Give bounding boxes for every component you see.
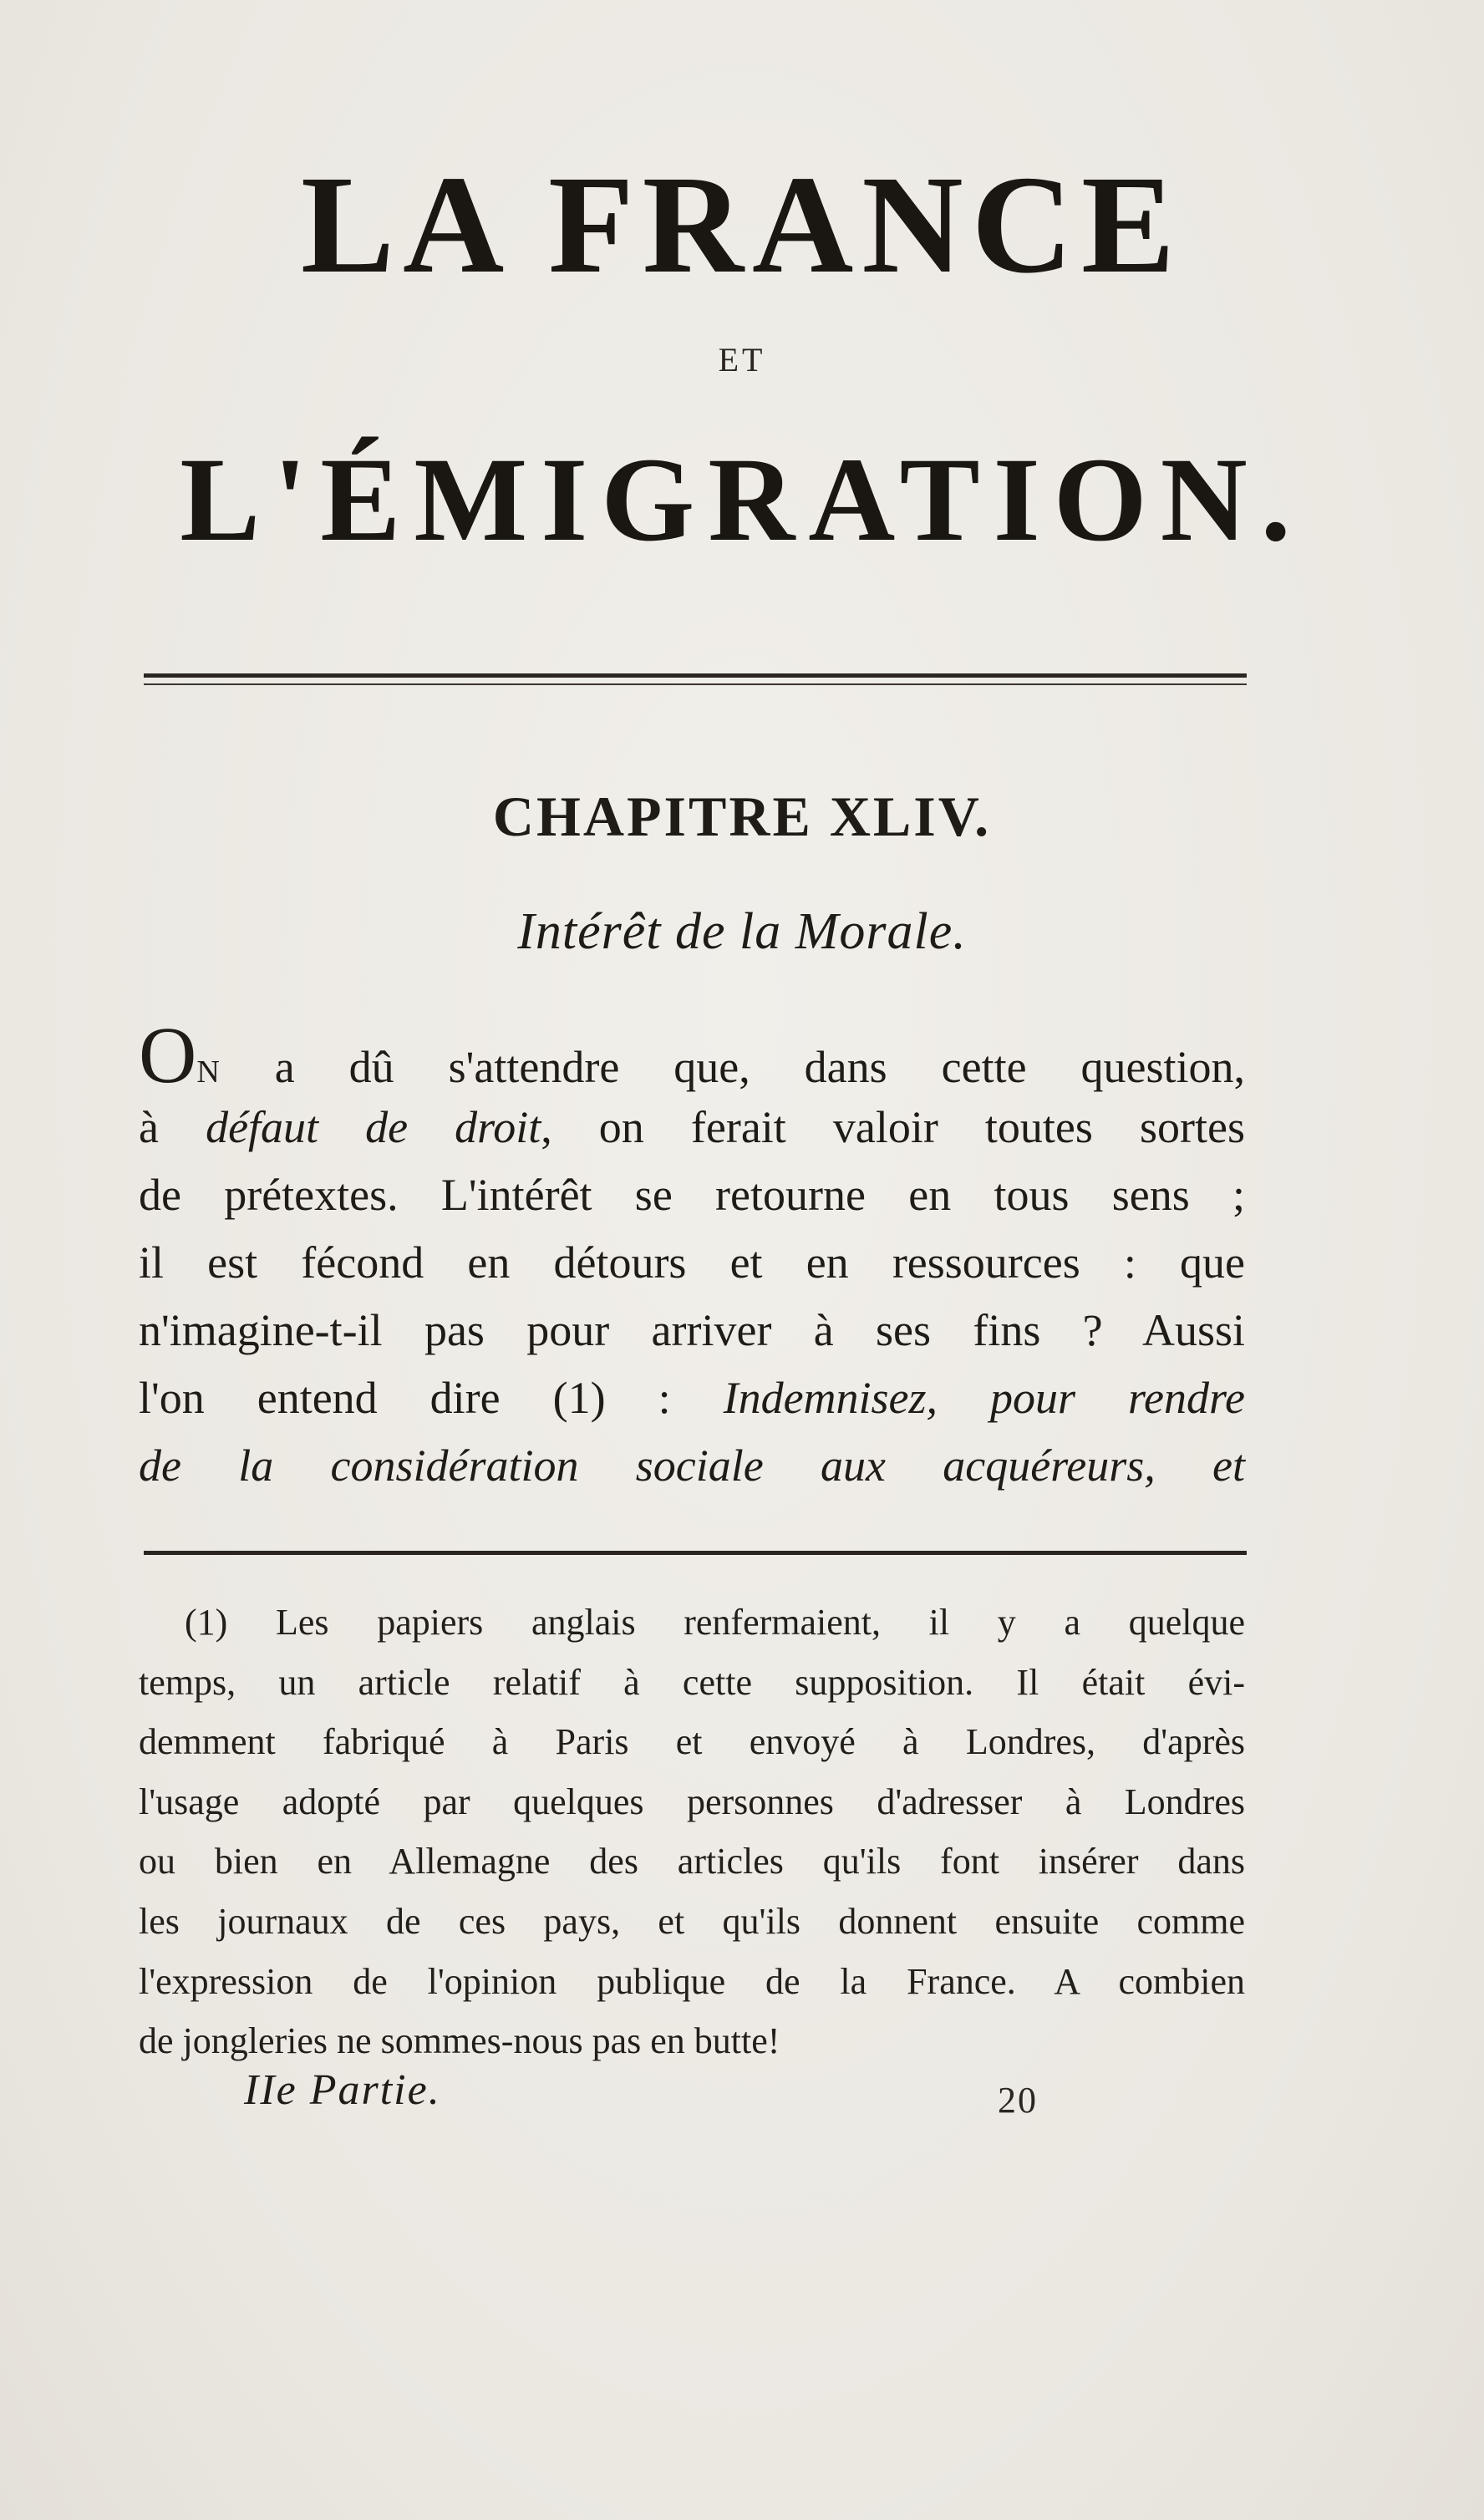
small-caps: N [196, 1054, 221, 1090]
body-line-7 [139, 1432, 1245, 1500]
footnote-line: l'usage adopté par quelques personnes d'adresser à Londres [139, 1781, 1245, 1822]
rule-thin [144, 683, 1247, 685]
body-text: , et [1144, 1440, 1245, 1491]
footnote-line: de jongleries ne sommes-nous pas en butte! [139, 2020, 780, 2062]
body-line-4: il est fécond en détours et en ressources : que [139, 1237, 1245, 1288]
body-paragraph [139, 1010, 1246, 1500]
footnote-line: l'expression de l'opinion publique de la France. A combien [139, 1960, 1245, 2002]
footnote-rule [144, 1551, 1247, 1555]
footnote-line: (1) Les papiers anglais renfermaient, il y a quelque [185, 1602, 1245, 1643]
italic-phrase: défaut de droit [206, 1102, 541, 1152]
body-text: , on ferait valoir toutes sortes [541, 1102, 1245, 1152]
signature-mark: IIe Partie. [244, 2066, 441, 2114]
italic-phrase: Indemnisez, pour rendre [723, 1373, 1246, 1423]
footnote-line: demment fabriqué à Paris et envoyé à Londres, d'après [139, 1721, 1245, 1763]
body-text: a dû s'attendre que, dans cette question, [220, 1042, 1245, 1092]
page-subtitle: L'ÉMIGRATION. [180, 434, 1304, 566]
rule-thick [144, 673, 1247, 678]
page-number: 20 [998, 2080, 1038, 2121]
drop-cap: O [139, 1010, 197, 1100]
body-line-5: n'imagine-t-il pas pour arriver à ses fins ? Aussi [139, 1305, 1245, 1355]
double-rule-divider [144, 673, 1247, 688]
chapter-title: Intérêt de la Morale. [517, 903, 967, 960]
body-line-1 [139, 1010, 1245, 1100]
footnote-line: les journaux de ces pays, et qu'ils donnent ensuite comme [139, 1900, 1245, 1942]
body-text: à [139, 1102, 206, 1152]
page-title: LA FRANCE [300, 147, 1184, 302]
footnote-line: temps, un article relatif à cette supposition. Il était évi- [139, 1661, 1245, 1703]
italic-phrase: de la considération sociale aux acquéreurs [139, 1440, 1145, 1491]
body-line-3: de prétextes. L'intérêt se retourne en tous sens ; [139, 1170, 1245, 1220]
title-conjunction: ET [718, 341, 766, 379]
footnote [139, 1593, 1245, 2071]
body-text: l'on entend dire (1) : [139, 1373, 724, 1423]
body-line-2 [139, 1094, 1245, 1161]
footnote-line: ou bien en Allemagne des articles qu'ils font insérer dans [139, 1841, 1245, 1882]
chapter-heading: CHAPITRE XLIV. [492, 785, 992, 848]
body-line-6 [139, 1364, 1245, 1432]
